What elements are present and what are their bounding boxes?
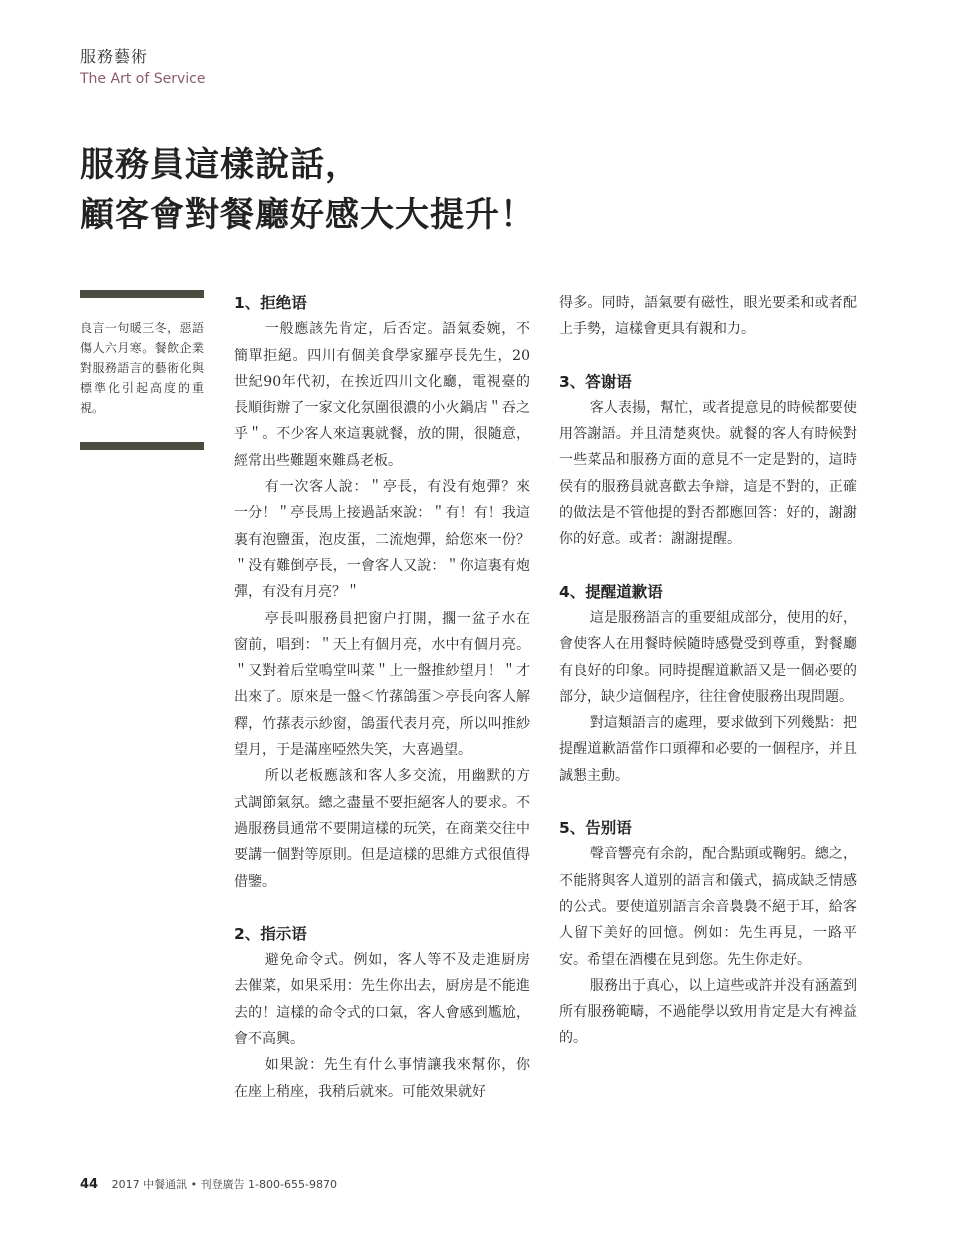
footer-text: 2017 中餐通訊 • 刊登廣告 1-800-655-9870 — [111, 1178, 337, 1191]
title-line-2: 顧客會對餐廳好感大大提升！ — [80, 195, 535, 235]
paragraph: 亭長叫服務員把窗户打開，擱一盆子水在窗前，唱到：＂天上有個月亮，水中有個月亮。＂又對着后堂鳴堂叫菜＂上一盤推紗望月！＂才出來了。原來是一盤＜竹蓀鴿蛋＞亭長向客人解釋，竹蓀表示紗窗，鴿蛋代表月亮，所以叫推紗望月，于是滿座啞然失笑，大喜過望。 — [234, 610, 530, 759]
intro-pullquote: 良言一句暖三冬，惡語傷人六月寒。餐飲企業對服務語言的藝術化與標準化引起高度的重視。 — [80, 321, 204, 415]
section-label-english: The Art of Service — [80, 71, 206, 87]
sidebar-bottom-rule — [80, 442, 204, 450]
paragraph: 聲音響亮有余韵，配合點頭或鞠躬。總之，不能將與客人道别的語言和儀式，搞成缺乏情感的公式。要使道别語言余音裊裊不絕于耳，給客人留下美好的回憶。例如：先生再見，一路平安。希望在酒樓在見到您。先生你走好。 — [559, 846, 857, 968]
column-right — [559, 290, 857, 1052]
paragraph: 得多。同時，語氣要有磁性，眼光要柔和或者配上手勢，這樣會更具有親和力。 — [559, 295, 857, 338]
page-number: 44 — [80, 1177, 99, 1192]
paragraph: 有一次客人說：＂亭長，有没有炮彈？來一分！＂亭長馬上接過話來說：＂有！有！我這裏有泡鹽蛋，泡皮蛋，二流炮彈，給您來一份？＂没有難倒亭長，一會客人又說：＂你這裏有炮彈，有没有月亮？＂ — [234, 479, 530, 601]
sidebar-top-rule — [80, 290, 204, 298]
section-heading: 2、指示语 — [234, 924, 307, 943]
section-heading: 4、提醒道歉语 — [559, 582, 663, 601]
paragraph: 客人表揚，幫忙，或者提意見的時候都要使用答謝語。并且清楚爽快。就餐的客人有時候對一些菜品和服務方面的意見不一定是對的，這時侯有的服務員就喜歡去争辯，這是不對的，正確的做法是不管他提的對否都應回答：好的，謝謝你的好意。或者：謝謝提醒。 — [559, 399, 857, 548]
paragraph: 一般應該先肯定，后否定。語氣委婉，不簡單拒絕。四川有個美食學家羅亭長先生，20世紀90年代初，在挨近四川文化廳，電視臺的長順街辦了一家文化氛圍很濃的小火鍋店＂吞之乎＂。不少客人來這裏就餐，放的開，很隨意，經常出些難題來難爲老板。 — [234, 321, 530, 469]
paragraph: 服務出于真心，以上這些或許并没有涵蓋到所有服務範疇，不過能學以致用肯定是大有裨益的。 — [559, 977, 857, 1047]
paragraph: 避免命令式。例如，客人等不及走進厨房去催菜，如果采用：先生你出去，厨房是不能進去的！這樣的命令式的口氣，客人會感到尷尬，會不高興。 — [234, 952, 530, 1048]
paragraph: 如果說：先生有什么事情讓我來幫你，你在座上稍座，我稍后就來。可能效果就好 — [234, 1057, 530, 1100]
paragraph: 所以老板應該和客人多交流，用幽默的方式調節氣氛。總之盡量不要拒絕客人的要求。不過服務員通常不要開這樣的玩笑，在商業交往中要講一個對等原則。但是這樣的思維方式很值得借鑒。 — [234, 768, 530, 890]
section-heading: 5、告别语 — [559, 819, 632, 838]
column-left — [234, 290, 530, 1105]
section-label: 服務藝術 — [80, 47, 149, 66]
section-heading: 1、拒绝语 — [234, 294, 307, 312]
title-line-1: 服務員這樣說話， — [80, 145, 360, 185]
paragraph: 對這類語言的處理，要求做到下列幾點：把提醒道歉語當作口頭禪和必要的一個程序，并且誠懇主動。 — [559, 715, 857, 784]
paragraph: 這是服務語言的重要組成部分，使用的好，會使客人在用餐時候隨時感覺受到尊重，對餐廳有良好的印象。同時提醒道歉語又是一個必要的部分，缺少這個程序，往往會使服務出現問題。 — [559, 609, 857, 705]
section-heading: 3、答谢语 — [559, 372, 632, 391]
article-title — [80, 140, 535, 240]
page-footer — [80, 1176, 337, 1192]
